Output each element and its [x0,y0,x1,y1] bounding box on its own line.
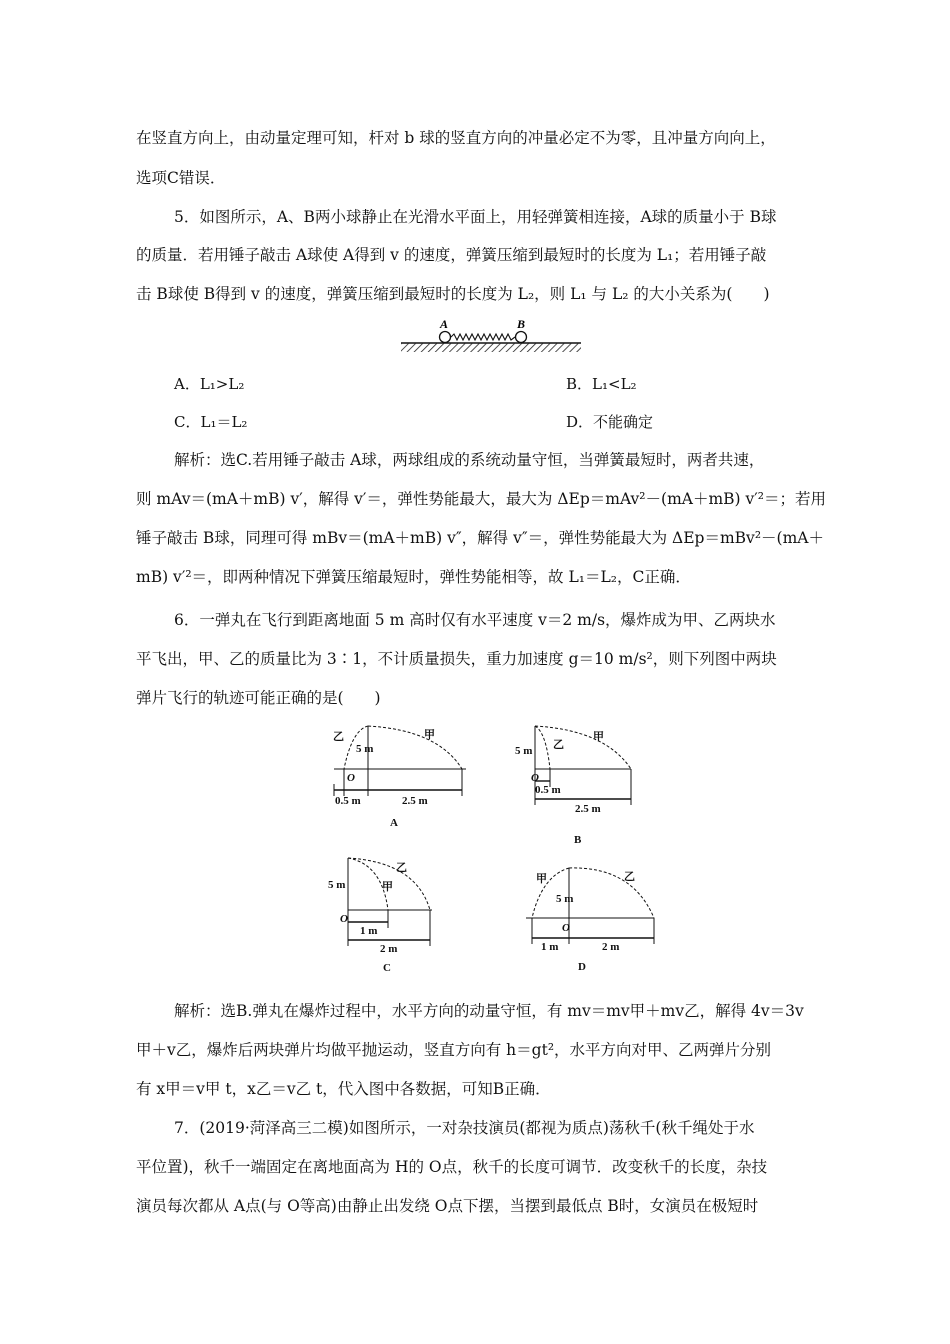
fig-d-right: 2 m [602,941,620,953]
fig-d-yi-path [569,868,654,918]
question-6-line: 6．一弹丸在飞行到距离地面 5 m 高时仅有水平速度 v＝2 m/s，爆炸成为甲、乙两块水 [174,611,776,629]
question-6-line: 弹片飞行的轨迹可能正确的是( ) [136,689,381,707]
fig-c-left: 1 m [360,925,378,937]
fig-b-yi: 乙 [553,739,564,751]
answer-5-line: mB) v′²＝，即两种情况下弹簧压缩最短时，弹性势能相等，故 L₁＝L₂，C正确． [136,568,691,586]
label-b: B [517,318,526,331]
text-line: 在竖直方向上，由动量定理可知，杆对 b 球的竖直方向的冲量必定不为零，且冲量方向向上， [136,129,776,147]
ground-hatch [401,343,581,352]
fig-d-origin: O [562,922,570,934]
answer-5-line: 则 mAv＝(mA＋mB) v′，解得 v′＝，弹性势能最大，最大为 ΔEp＝mAv²－(mA＋mB) v′²＝；若用 [136,490,827,508]
fig-c-right: 2 m [380,943,398,955]
fig-d-left: 1 m [541,941,559,953]
fig-a-origin: O [347,772,355,784]
fig-d-caption: D [578,961,586,973]
spring [451,334,515,340]
fig-c-height-label: 5 m [328,879,346,891]
fig-c-origin: O [340,913,348,925]
label-a: A [440,318,449,331]
question-5-line: 的质量．若用锤子敲击 A球使 A得到 v 的速度，弹簧压缩到最短时的长度为 L₁；若用锤子敲 [136,246,767,264]
answer-5-line: 锤子敲击 B球，同理可得 mBv＝(mA＋mB) v″，解得 v″＝，弹性势能最大为 ΔEp＝mBv²－(mA＋ [136,529,824,547]
fig-b-caption: B [574,834,582,846]
question-5-line: 击 B球使 B得到 v 的速度，弹簧压缩到最短时的长度为 L₂，则 L₁ 与 L₂ 的大小关系为( ) [136,285,770,303]
question-7-line: 7．(2019·菏泽高三二模)如图所示，一对杂技演员(都视为质点)荡秋千(秋千绳处于水 [174,1119,755,1137]
answer-6-line: 有 x甲＝v甲 t，x乙＝v乙 t，代入图中各数据，可知B正确． [136,1080,551,1098]
fig-b-yi-path [535,726,550,769]
spring-figure [398,318,584,358]
fig-b-right: 2.5 m [575,803,601,815]
fig-a-caption: A [390,817,398,829]
answer-5-line: 解析：选C.若用锤子敲击 A球，两球组成的系统动量守恒，当弹簧最短时，两者共速， [174,451,765,469]
trajectory-figures [320,722,660,974]
option-d: D．不能确定 [566,413,654,431]
question-7-line: 演员每次都从 A点(与 O等高)由静止出发绕 O点下摆，当摆到最低点 B时，女演员在极短时 [136,1197,759,1215]
fig-c-yi: 乙 [396,862,407,874]
fig-d-height-label: 5 m [556,893,574,905]
answer-6-line: 解析：选B.弹丸在爆炸过程中，水平方向的动量守恒，有 mv＝mv甲＋mv乙，解得 4v＝3v [174,1002,804,1020]
fig-a-left: 0.5 m [335,795,361,807]
ball-b [516,332,527,343]
option-c: C．L₁＝L₂ [174,413,248,431]
question-7-line: 平位置)，秋千一端固定在离地面高为 H的 O点，秋千的长度可调节．改变秋千的长度，杂技 [136,1158,768,1176]
fig-a-jia-path [368,726,462,769]
option-b: B．L₁<L₂ [566,375,637,393]
fig-c-caption: C [383,962,391,974]
fig-a-jia: 甲 [424,729,435,741]
fig-a-height-label: 5 m [356,743,374,755]
fig-b-jia: 甲 [593,731,604,743]
fig-a-right: 2.5 m [402,795,428,807]
fig-b-left: 0.5 m [535,784,561,796]
ball-a [440,332,451,343]
fig-a-yi: 乙 [333,731,344,743]
fig-d-jia: 甲 [536,873,547,885]
text-line: 选项C错误． [136,169,226,187]
fig-b-height-label: 5 m [515,745,533,757]
fig-d-yi: 乙 [624,871,635,883]
answer-6-line: 甲＋v乙，爆炸后两块弹片均做平抛运动，竖直方向有 h＝gt²，水平方向对甲、乙两弹片分别 [136,1041,772,1059]
fig-c-jia: 甲 [382,881,393,893]
fig-b-origin: O [531,772,539,784]
option-a: A．L₁>L₂ [174,375,245,393]
question-6-line: 平飞出，甲、乙的质量比为 3∶1，不计质量损失，重力加速度 g＝10 m/s²，则下列图中两块 [136,650,777,668]
question-5-line: 5．如图所示，A、B两小球静止在光滑水平面上，用轻弹簧相连接，A球的质量小于 B球 [174,208,777,226]
